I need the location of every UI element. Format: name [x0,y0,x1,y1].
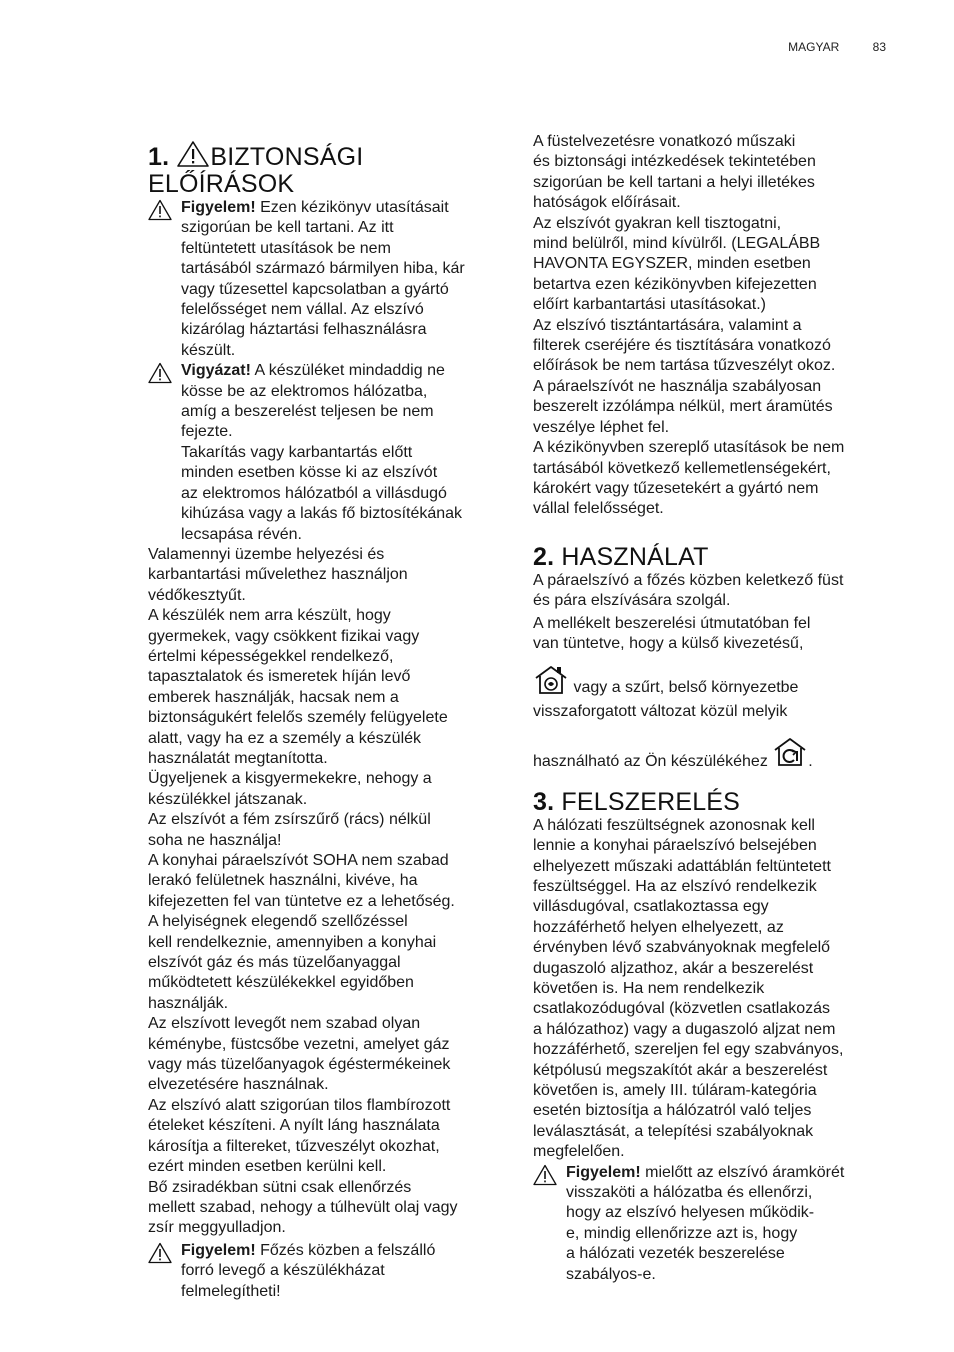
text-line: követően is. Ha nem rendelkezik [533,980,765,997]
text-line: Valamennyi üzembe helyezési és [148,545,385,563]
text-line: A készülék nem arra készült, hogy [148,607,391,625]
text-line: Az elszívó alatt szigorúan tilos flambírozott [148,1096,451,1114]
text-line: felmelegítheti! [181,1282,281,1300]
section-1-title-line1: BIZTONSÁGI [210,143,364,171]
text-line: Az elszívó tisztántartására, valamint a [533,316,802,334]
section-3-heading [533,789,893,816]
text-line: minden esetben kösse ki az elszívót [181,464,438,482]
text-line: biztonságukért felelős személy felügyelete [148,709,448,727]
paragraph [148,912,508,1014]
text-line: Bő zsiradékban sütni csak ellenőrzés [148,1178,412,1196]
section-2-number: 2. [533,542,555,571]
section-1-number: 1. [148,143,170,171]
warning-4-text [566,1163,893,1285]
text-line: vagy más tüzelőanyagok égéstermékeinek [148,1056,451,1074]
text-line: A helyiségnek elegendő szellőzéssel [148,913,408,931]
text-line: az elektromos hálózatból a villásdugó [181,484,447,502]
text-line: betartva ezen kézikönyvben kifejezetten [533,275,817,293]
text-line: veszélye léphet fel. [533,418,670,436]
text-line: védőkesztyűt. [148,586,246,604]
paragraph [148,1096,508,1178]
text-line: alatt, vagy ha ez a személy a készülék [148,729,422,747]
text-line: amíg a beszerelést teljesen be nem [181,403,434,421]
text-line: esetén biztosítja a hálózatról való teljes [533,1102,812,1120]
paragraph [148,606,508,769]
section-1-heading [148,140,508,198]
text-line: hozzáférhető helyen elhelyezett, az [533,918,784,936]
text-line: kétpólusú megszakítót akár a beszerelést [533,1061,828,1079]
text-line: szabályos-e. [566,1265,656,1283]
warning-1-text [181,198,508,361]
text-line: feltüntetett utasítások be nem [181,239,391,257]
text-line: Az elszívót a fém zsírszűrő (rács) nélkül [148,811,431,829]
text-line: emberek használják, hacsak nem a [148,688,399,706]
text-line: A páraelszívó a főzés közben keletkező füst [533,571,844,589]
paragraph [148,1178,508,1239]
paragraph [533,438,893,520]
text-line: és biztonsági intézkedések tekintetében [533,153,816,171]
warning-2-extra-text [148,443,508,545]
text-line: A páraelszívót ne használja szabályosan [533,377,822,395]
text-line: villásdugóval, csatlakoztassa egy [533,898,769,916]
warning-3-text [181,1241,508,1302]
text-line: HAVONTA EGYSZER, minden esetben [533,255,811,273]
text-line: felelősséget nem vállal. Az elszívó [181,301,424,319]
text-line: vagy a szűrt, belső környezetbe [569,679,799,697]
text-line: mellett szabad, nehogy a túlhevült olaj vagy [148,1198,458,1216]
warning-block-4 [533,1163,893,1285]
warning-icon [148,362,172,384]
paragraph [148,851,508,912]
text-line: visszaforgatott változat közül melyik [533,703,788,721]
text-line: gyermekek, vagy csökkent fizikai vagy [148,627,420,645]
text-line: lennie a konyhai páraelszívó belsejében [533,837,817,855]
house-exhaust-icon [533,664,569,696]
text-line: és pára elszívására szolgál. [533,592,731,610]
section-3-title: FELSZERELÉS [561,787,741,816]
text-line: előírások be nem tartása tűzveszélyt okoz. [533,357,836,375]
text-line: A készüléket mindaddig ne [250,362,445,380]
text-line: szigorúan be kell tartani a helyi illetékes [533,173,815,191]
text-line: tartásából származó bármilyen hiba, kár [181,260,465,278]
text-line: elhelyezett műszaki adattáblán feltüntetett [533,857,831,875]
text-line: kizárólag háztartási felhasználásra [181,321,427,339]
paragraph [533,614,893,655]
text-line: értelmi képességekkel rendelkező, [148,647,394,665]
text-line: szigorúan be kell tartani. Az itt [181,219,394,237]
text-line: lerakó felületnek használni, kivéve, ha [148,872,418,890]
text-line: van tüntetve, hogy a külső kivezetésű, [533,634,804,652]
warning-3-label: Figyelem! [181,1241,256,1259]
text-line: elvezetésére használnak. [148,1076,329,1094]
text-line: kösse be az elektromos hálózatba, [181,382,428,400]
text-line: használatát megtanította. [148,749,328,767]
house-recirculation-icon [772,736,808,768]
text-line: követően is, amely III. túláram-kategória [533,1082,817,1100]
text-line: hatóságok előírásait. [533,194,681,212]
text-line: A kézikönyvben szereplő utasítások be nem [533,439,845,457]
text-line: tapasztalatok és ismeretek híján levő [148,668,411,686]
section-2-heading [533,544,893,571]
warning-2-text [181,361,508,443]
language-label: MAGYAR [788,40,840,54]
paragraph [533,571,893,612]
text-line: feszültséggel. Ha az elszívó rendelkezik [533,877,817,895]
text-line: a hálózati vezeték beszerelése [566,1245,785,1263]
text-line: mind belülről, mind kívülről. (LEGALÁBB [533,235,821,253]
warning-block-1 [148,198,508,361]
text-line: A hálózati feszültségnek azonosnak kell [533,816,815,834]
text-line: a hálózathoz) vagy a dugaszoló aljzat nem [533,1020,836,1038]
warning-block-2 [148,361,508,443]
text-line: hogy az elszívó helyesen működik- [566,1204,815,1222]
warning-4-label: Figyelem! [566,1163,641,1181]
text-line: csatlakozódugóval (közvetlen csatlakozás [533,1000,831,1018]
text-line: készülékkel játszanak. [148,790,308,808]
warning-icon [533,1164,557,1186]
text-line: megfelelően. [533,1143,625,1161]
text-line: hozzáférhető, szereljen fel egy szabványos, [533,1041,844,1059]
text-line: A konyhai páraelszívót SOHA nem szabad [148,852,449,869]
page-header [788,40,886,54]
text-line: soha ne használja! [148,831,282,849]
icon-line [533,664,893,724]
paragraph [148,1014,508,1096]
page-number: 83 [872,40,886,54]
text-line: vagy tűzesettel kapcsolatban a gyártó [181,280,449,298]
text-line: karbantartási művelethez használjon [148,566,408,584]
text-line: érvényben lévő szabványoknak megfelelő [533,939,831,957]
text-line: kihúzása vagy a lakás fő biztosítékának [181,505,463,523]
warning-icon [148,1242,172,1264]
warning-icon [148,199,172,221]
warning-block-3 [148,1241,508,1302]
paragraph [148,545,508,606]
text-line: A füstelvezetésre vonatkozó műszaki [533,133,796,150]
paragraph [533,816,893,1163]
text-line: . [808,753,813,771]
text-line: előírt karbantartási utasításokat.) [533,296,766,314]
warning-2-label: Vigyázat! [181,362,251,380]
paragraph [148,810,508,851]
text-line: készült. [181,341,236,359]
right-column [533,132,893,1285]
text-line: mielőtt az elszívó áramkörét [640,1163,845,1181]
paragraph [533,132,893,214]
text-line: leválasztását, a telepítési szabályoknak [533,1122,814,1140]
text-line: filterek cseréjére és tisztítására vonatkozó [533,337,831,355]
text-line: kifejezetten fel van tüntetve ez a lehetőség. [148,892,455,910]
text-line: használható az Ön készülékéhez [533,753,773,771]
text-line: vállal felelősséget. [533,500,664,518]
section-3-number: 3. [533,787,555,816]
paragraph [533,316,893,377]
paragraph [148,769,508,810]
text-line: kéménybe, füstcsőbe vezetni, amelyet gáz [148,1035,450,1053]
text-line: Ezen kézikönyv utasításait [255,199,449,216]
text-line: Főzés közben a felszálló [255,1241,436,1259]
section-2-title: HASZNÁLAT [561,542,709,571]
text-line: elszívót gáz és más tüzelőanyaggal [148,954,401,972]
paragraph [533,214,893,316]
text-line: A mellékelt beszerelési útmutatóban fel [533,614,811,632]
text-line: zsír meggyulladjon. [148,1219,286,1237]
warning-icon [176,140,210,168]
text-line: forró levegő a készülékházat [181,1262,385,1280]
text-line: lecsapása révén. [181,525,302,543]
text-line: e, mindig ellenőrizze azt is, hogy [566,1224,798,1242]
section-1-title-line2: ELŐÍRÁSOK [148,170,295,198]
text-line: működtetett készülékekkel egyidőben [148,974,414,992]
text-line: ételeket készíteni. A nyílt láng használata [148,1117,440,1135]
left-column [148,140,508,1302]
icon-line [533,736,893,772]
text-line: Az elszívót gyakran kell tisztogatni, [533,214,782,232]
text-line: visszaköti a hálózatba és ellenőrzi, [566,1184,813,1202]
text-line: beszerelt izzólámpa nélkül, mert áramütés [533,398,833,416]
text-line: Takarítás vagy karbantartás előtt [181,443,413,461]
text-line: kell rendelkeznie, amennyiben a konyhai [148,933,437,951]
text-line: Ügyeljenek a kisgyermekekre, nehogy a [148,770,432,788]
text-line: károkért vagy tűzesetekért a gyártó nem [533,479,819,497]
paragraph [533,377,893,438]
text-line: fejezte. [181,423,233,441]
text-line: tartásából következő kellemetlenségekért, [533,459,831,477]
warning-1-label: Figyelem! [181,199,256,216]
text-line: ezért minden esetben kerülni kell. [148,1158,387,1176]
text-line: Az elszívott levegőt nem szabad olyan [148,1015,421,1033]
text-line: használják. [148,994,229,1012]
text-line: dugaszoló aljzathoz, akár a beszerelést [533,959,814,977]
text-line: károsítja a filtereket, tűzveszélyt okozhat, [148,1137,440,1155]
